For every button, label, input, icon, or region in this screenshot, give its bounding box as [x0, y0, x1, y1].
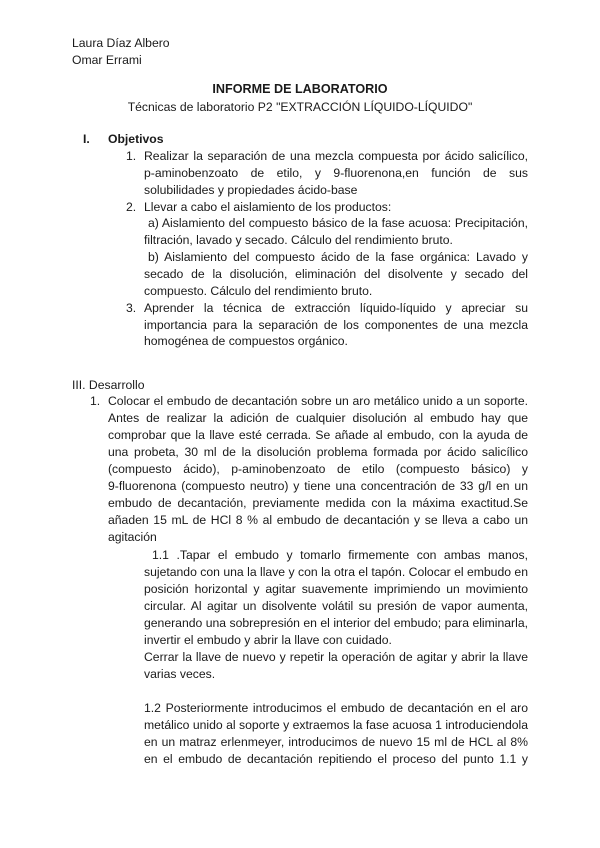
text-line: metálico unido al soporte y extraemos la fase acuosa 1 introduciendola — [144, 718, 528, 732]
author-1: Laura Díaz Albero — [72, 36, 170, 50]
text-line: posición horizontal y agitar suavemente imprimiendo un movimiento — [144, 582, 528, 596]
list-number: 1. — [126, 149, 137, 163]
text-line: sujetando con una la llave y con la otra el tapón. Colocar el embudo en — [144, 565, 528, 579]
text-line: varias veces. — [144, 667, 216, 681]
text-line: (compuesto ácido), p-aminobenzoato de etilo (compuesto básico) y — [108, 462, 528, 476]
list-number: 3. — [126, 301, 137, 315]
text-line: Realizar la separación de una mezcla compuesta por ácido salicílico, — [144, 149, 528, 163]
report-title: INFORME DE LABORATORIO — [212, 82, 388, 96]
text-line: secado de la disolución, eliminación del disolvente y secado del — [144, 267, 528, 281]
list-number: 1. — [90, 394, 101, 408]
report-subtitle: Técnicas de laboratorio P2 "EXTRACCIÓN LÍQUIDO-LÍQUIDO" — [127, 100, 473, 114]
text-line: a) Aislamiento del compuesto básico de la fase acuosa: Precipitación, — [148, 216, 528, 230]
text-line: agitación — [108, 530, 157, 544]
text-line: embudo de decantación, previamente medida con la máxima exactitud.Se — [108, 496, 528, 510]
text-line: Aprender la técnica de extracción líquido-líquido y apreciar su — [144, 301, 528, 315]
text-line: invertir el embudo y abrir la llave con cuidado. — [144, 633, 392, 647]
text-line: en el embudo de decantación repitiendo el proceso del punto 1.1 y — [144, 752, 528, 766]
text-line: importancia para la separación de los componentes de una mezcla — [144, 318, 528, 332]
text-line: generando una sobrepresión en el interior del embudo; para eliminarla, — [144, 616, 528, 630]
text-line: una probeta, 30 ml de la disolución problema formada por ácido salicílico — [108, 445, 528, 459]
section-number: I. — [83, 132, 90, 146]
text-line: 9-fluorenona (compuesto neutro) y tiene una concentración de 33 g/l en un — [108, 479, 528, 493]
text-line: 1.1 .Tapar el embudo y tomarlo firmemente con ambas manos, — [152, 548, 528, 562]
text-line: Antes de realizar la adición de cualquier disolución al embudo hay que — [108, 411, 528, 425]
text-line: Colocar el embudo de decantación sobre un aro metálico unido a un soporte. — [108, 394, 528, 408]
text-line: añaden 15 mL de HCl 8 % al embudo de decantación y se lleva a cabo un — [108, 513, 528, 527]
text-line: Llevar a cabo el aislamiento de los productos: — [144, 200, 392, 214]
text-line: en un matraz erlenmeyer, introducimos de nuevo 15 ml de HCL al 8% — [144, 735, 528, 749]
text-line: p-aminobenzoato de etilo, y 9-fluorenona,en función de sus — [144, 166, 528, 180]
list-number: 2. — [126, 200, 137, 214]
text-line: compuesto. Cálculo del rendimiento bruto. — [144, 284, 373, 298]
text-line: Cerrar la llave de nuevo y repetir la operación de agitar y abrir la llave — [144, 650, 528, 664]
text-line: homogénea de compuestos orgánico. — [144, 334, 348, 348]
section-heading: Objetivos — [108, 132, 164, 146]
text-line: 1.2 Posteriormente introducimos el embudo de decantación en el aro — [144, 701, 528, 715]
text-line: circular. Al agitar un disolvente volátil su presión de vapor aumenta, — [144, 599, 528, 613]
author-2: Omar Errami — [72, 53, 142, 67]
text-line: solubilidades y propiedades ácido-base — [144, 183, 358, 197]
section-heading-development: III. Desarrollo — [72, 378, 145, 392]
text-line: comprobar que la llave esté cerrada. Se añade al embudo, con la ayuda de — [108, 428, 528, 442]
text-line: b) Aislamiento del compuesto ácido de la fase orgánica: Lavado y — [148, 250, 528, 264]
text-line: filtración, lavado y secado. Cálculo del rendimiento bruto. — [144, 233, 453, 247]
